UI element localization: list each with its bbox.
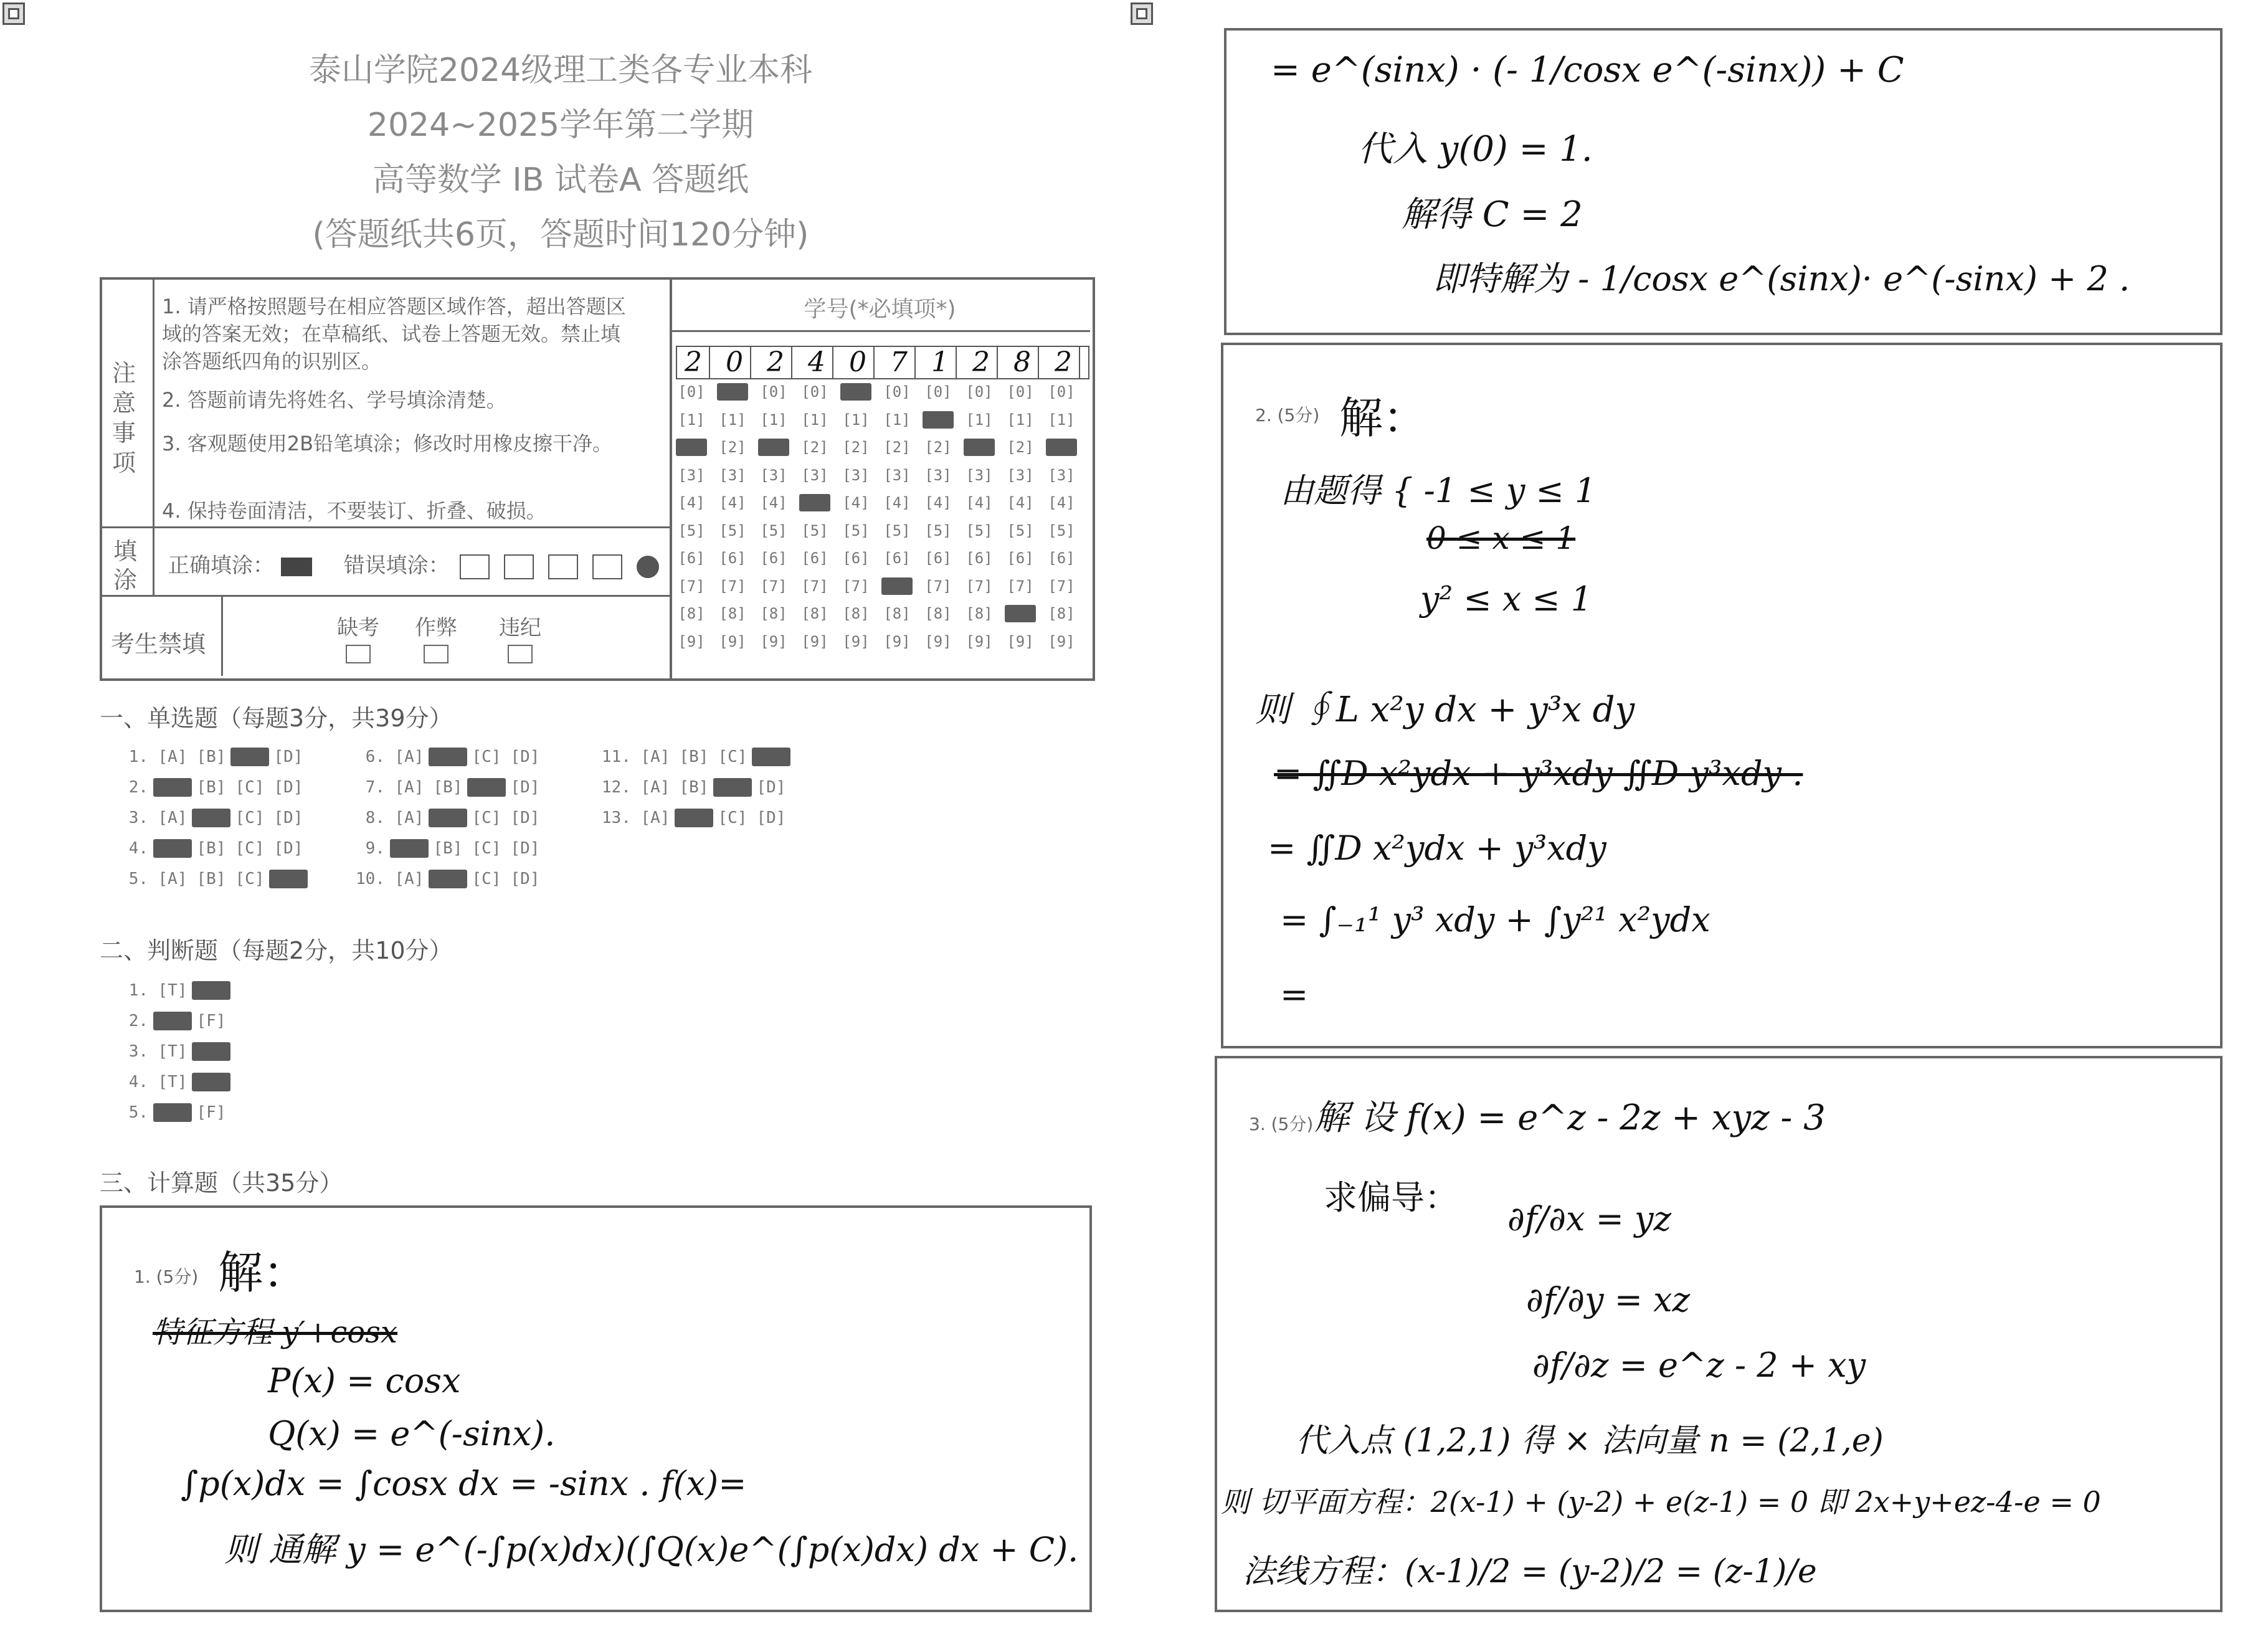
student-id-bubble[interactable]: [9]: [1007, 632, 1034, 650]
student-id-bubble[interactable]: [5]: [966, 521, 993, 539]
student-id-bubble[interactable]: [7]: [881, 577, 913, 595]
mcq-option-bubble[interactable]: [C]: [235, 870, 265, 888]
forbidden-option-cheat-label: 作弊: [415, 615, 457, 640]
mcq-question-number: 9.: [365, 839, 385, 858]
tf-question-row: [112, 1073, 230, 1091]
student-id-bubble[interactable]: [7]: [1048, 577, 1075, 595]
student-id-bubble[interactable]: [9]: [966, 632, 993, 650]
q1-line-integral: ∫p(x)dx = ∫cosx dx = -sinx . f(x)=: [181, 1464, 747, 1503]
mcq-question-row: [349, 870, 544, 888]
student-id-bubble[interactable]: [5]: [760, 521, 787, 539]
forbidden-option-violation: [492, 610, 548, 669]
mcq-option-bubble[interactable]: [B]: [196, 870, 226, 888]
mcq-option-bubble[interactable]: [B]: [196, 748, 226, 766]
student-id-bubble[interactable]: [6]: [760, 549, 787, 567]
student-id-bubble[interactable]: [2]: [1046, 439, 1077, 456]
mcq-option-bubble[interactable]: [C]: [718, 809, 747, 827]
q1-line-solution: 解：: [218, 1247, 308, 1299]
tf-option-bubble[interactable]: [T]: [158, 1042, 187, 1061]
student-id-bubble[interactable]: [4]: [883, 494, 911, 511]
student-id-bubble[interactable]: [6]: [842, 549, 870, 567]
student-id-bubble[interactable]: [5]: [719, 521, 746, 539]
student-id-bubble[interactable]: [6]: [883, 549, 911, 567]
mcq-option-bubble[interactable]: [D]: [269, 870, 308, 888]
mcq-question-number: 12.: [602, 778, 631, 797]
student-id-digit: 8: [1007, 347, 1039, 378]
cheat-checkbox[interactable]: [424, 645, 448, 663]
student-id-bubble[interactable]: [2]: [801, 439, 828, 456]
mcq-option-bubble[interactable]: [C]: [472, 748, 501, 766]
student-id-bubble[interactable]: [3]: [883, 466, 911, 484]
header-term: 2024~2025学年第二学期: [367, 107, 754, 144]
mcq-question-number: 11.: [602, 748, 631, 766]
tf-option-bubble[interactable]: [F]: [192, 1073, 230, 1091]
student-id-digit: 1: [924, 347, 957, 378]
mcq-question-number: 3.: [128, 809, 148, 827]
student-id-bubble[interactable]: [1]: [1007, 411, 1034, 429]
mcq-question-row: [112, 778, 308, 797]
absent-checkbox[interactable]: [346, 645, 371, 663]
mcq-option-bubble[interactable]: [B]: [433, 839, 463, 858]
mcq-option-bubble[interactable]: [C]: [718, 748, 747, 766]
student-id-bubble[interactable]: [6]: [801, 549, 828, 567]
mcq-option-bubble[interactable]: [D]: [752, 748, 790, 766]
student-id-bubble[interactable]: [8]: [924, 605, 952, 622]
q1-cont-line-2: 代入 y(0) = 1.: [1358, 129, 1593, 169]
tf-option-bubble[interactable]: [F]: [192, 1042, 230, 1061]
q1-line-struck: 特征方程 y′+cosx: [153, 1315, 397, 1350]
student-id-bubble[interactable]: [6]: [719, 549, 746, 567]
student-id-bubble[interactable]: [2]: [758, 439, 789, 456]
mcq-question-row: [595, 778, 790, 797]
student-id-digit: 2: [966, 347, 998, 378]
header-subtitle: (答题纸共6页，答题时间120分钟): [312, 216, 809, 254]
mcq-question-number: 1.: [128, 748, 148, 766]
student-id-bubble[interactable]: [2]: [842, 439, 870, 456]
q1-line-general: 则 通解 y = e^(-∫p(x)dx)(∫Q(x)e^(∫p(x)dx) dx + C).: [224, 1530, 1079, 1569]
mcq-option-bubble[interactable]: [C]: [235, 778, 265, 797]
corner-marker-top-left: [2, 2, 25, 25]
header-school: 泰山学院2024级理工类各专业本科: [308, 52, 813, 89]
forbidden-option-absent-label: 缺考: [337, 615, 379, 640]
q3-line-fz: ∂f/∂z = e^z - 2 + xy: [1532, 1346, 1866, 1385]
tf-option-bubble[interactable]: [F]: [192, 981, 230, 1000]
q2-line-equals: =: [1280, 975, 1309, 1014]
student-id-bubble[interactable]: [2]: [676, 439, 707, 456]
student-id-bubble[interactable]: [9]: [1048, 632, 1075, 650]
mcq-option-bubble[interactable]: [B]: [675, 809, 713, 827]
forbidden-option-violation-label: 违纪: [499, 615, 541, 640]
tf-option-bubble[interactable]: [T]: [153, 1103, 192, 1122]
forbidden-option-absent: [330, 610, 386, 669]
mcq-option-bubble[interactable]: [A]: [640, 809, 670, 827]
student-id-bubble[interactable]: [0]: [760, 383, 787, 401]
student-id-bubble[interactable]: [4]: [719, 494, 746, 511]
mcq-option-bubble[interactable]: [B]: [429, 870, 467, 888]
mcq-question-row: [349, 809, 544, 827]
student-id-bubble[interactable]: [8]: [801, 605, 828, 622]
mcq-question-number: 4.: [128, 839, 148, 858]
q1-cont-line-3: 解得 C = 2: [1402, 194, 1583, 235]
note-item-2: 2. 答题前请先将姓名、学号填涂清楚。: [162, 388, 506, 412]
mcq-option-bubble[interactable]: [B]: [196, 778, 226, 797]
mcq-option-bubble[interactable]: [D]: [510, 839, 540, 858]
q2-line-line-integral: 则 ∮L x²y dx + y³x dy: [1255, 690, 1635, 730]
mcq-option-bubble[interactable]: [D]: [273, 778, 303, 797]
mcq-option-bubble[interactable]: [D]: [510, 778, 540, 797]
student-id-bubble[interactable]: [9]: [719, 632, 746, 650]
student-id-bubble[interactable]: [9]: [883, 632, 911, 650]
violation-checkbox[interactable]: [508, 645, 533, 663]
correct-fill-label: 正确填涂：: [168, 553, 274, 578]
q3-line-fx: ∂f/∂x = yz: [1507, 1199, 1672, 1238]
q2-line-green: = ∬D x²ydx + y³xdy: [1268, 829, 1606, 868]
student-id-bubble[interactable]: [9]: [924, 632, 952, 650]
student-id-bubble[interactable]: [6]: [966, 549, 993, 567]
tf-question-row: [112, 1103, 230, 1122]
student-id-bubble[interactable]: [7]: [719, 577, 746, 595]
corner-marker-top-middle: [1131, 2, 1153, 25]
header-title: 高等数学 IB 试卷A 答题纸: [372, 161, 749, 199]
q2-line-iterated: = ∫₋₁¹ y³ xdy + ∫y²¹ x²ydx: [1280, 900, 1710, 939]
student-id-bubble[interactable]: [1]: [966, 411, 993, 429]
mcq-option-bubble[interactable]: [A]: [390, 839, 429, 858]
student-id-bubble[interactable]: [6]: [924, 549, 952, 567]
q2-line-struck: = ∬D x²ydx + y³xdy ∬D y³xdy .: [1274, 754, 1803, 793]
student-id-bubble[interactable]: [0]: [678, 383, 705, 401]
mcq-question-number: 7.: [365, 778, 385, 797]
student-id-bubble[interactable]: [1]: [760, 411, 787, 429]
notes-side-label: 注意事项: [112, 359, 136, 477]
q3-line-normal-line: 法线方程：(x-1)/2 = (y-2)/2 = (z-1)/e: [1243, 1553, 1817, 1590]
q3-line-normal-vector: 代入点 (1,2,1) 得 × 法向量 n = (2,1,e): [1296, 1422, 1884, 1460]
mcq-option-bubble[interactable]: [C]: [472, 870, 501, 888]
student-id-bubble[interactable]: [7]: [966, 577, 993, 595]
student-id-bubble[interactable]: [3]: [1007, 466, 1034, 484]
student-id-bubble[interactable]: [4]: [924, 494, 952, 511]
forbidden-option-cheat: [408, 610, 464, 669]
student-id-bubble[interactable]: [5]: [883, 521, 911, 539]
tf-question-row: [112, 1012, 230, 1030]
student-id-digit: 4: [801, 347, 833, 378]
section-3-title: 三、计算题（共35分）: [100, 1169, 343, 1197]
mcq-option-bubble[interactable]: [A]: [153, 839, 192, 858]
tf-question-number: 3.: [128, 1042, 148, 1061]
student-id-bubble[interactable]: [8]: [719, 605, 746, 622]
info-table-divider-v: [670, 277, 672, 678]
mcq-option-bubble[interactable]: [D]: [510, 809, 540, 827]
mcq-option-bubble[interactable]: [B]: [433, 778, 463, 797]
tf-question-row: [112, 981, 230, 1000]
mcq-question-row: [112, 870, 308, 888]
student-id-bubble[interactable]: [3]: [719, 466, 746, 484]
student-id-bubble[interactable]: [5]: [801, 521, 828, 539]
mcq-option-bubble[interactable]: [B]: [679, 748, 709, 766]
wrong-fill-sample-4: [592, 554, 622, 579]
forbidden-label: 考生禁填: [111, 630, 206, 658]
q2-line-region-1: 由题得 { -1 ≤ y ≤ 1: [1280, 471, 1597, 510]
mcq-question-row: [112, 809, 308, 827]
mcq-option-bubble[interactable]: [D]: [510, 748, 540, 766]
q1-points: 1. (5分): [134, 1266, 199, 1287]
student-id-bubble[interactable]: [2]: [964, 439, 995, 456]
student-id-bubble[interactable]: [0]: [966, 383, 993, 401]
mcq-option-bubble[interactable]: [D]: [756, 809, 786, 827]
student-id-bubble[interactable]: [3]: [801, 466, 828, 484]
student-id-bubble[interactable]: [7]: [801, 577, 828, 595]
student-id-bubble[interactable]: [0]: [1048, 383, 1075, 401]
wrong-fill-label: 错误填涂：: [343, 553, 450, 578]
mcq-question-row: [112, 839, 308, 858]
section-2-title: 二、判断题（每题2分，共10分）: [100, 937, 453, 964]
fill-side-label: 填涂: [113, 538, 138, 594]
student-id-bubble[interactable]: [5]: [842, 521, 870, 539]
mcq-option-bubble[interactable]: [C]: [230, 748, 269, 766]
student-id-bubble[interactable]: [9]: [678, 632, 705, 650]
mcq-question-number: 2.: [128, 778, 148, 797]
student-id-title-rule: [672, 330, 1090, 332]
student-id-bubble[interactable]: [0]: [883, 383, 911, 401]
student-id-bubble[interactable]: [2]: [719, 439, 746, 456]
mcq-question-row: [595, 809, 790, 827]
mcq-question-row: [112, 748, 308, 766]
mcq-option-bubble[interactable]: [A]: [394, 748, 424, 766]
q3-line-fy: ∂f/∂y = xz: [1526, 1280, 1691, 1319]
mcq-question-number: 6.: [365, 748, 385, 766]
mcq-question-row: [595, 748, 790, 766]
student-id-bubble[interactable]: [0]: [924, 383, 952, 401]
student-id-bubble[interactable]: [3]: [842, 466, 870, 484]
mcq-option-bubble[interactable]: [B]: [429, 748, 467, 766]
student-id-bubble[interactable]: [5]: [1048, 521, 1075, 539]
student-id-bubble[interactable]: [3]: [924, 466, 952, 484]
q3-points: 3. (5分): [1249, 1114, 1314, 1134]
mcq-option-bubble[interactable]: [C]: [472, 809, 501, 827]
student-id-bubble[interactable]: [4]: [1007, 494, 1034, 511]
student-id-bubble[interactable]: [1]: [801, 411, 828, 429]
tf-question-number: 5.: [128, 1103, 148, 1122]
q1-cont-line-1: = e^(sinx) · (- 1/cosx e^(-sinx)) + C: [1271, 50, 1904, 90]
student-id-bubble[interactable]: [7]: [924, 577, 952, 595]
mcq-option-bubble[interactable]: [C]: [235, 809, 265, 827]
student-id-bubble[interactable]: [8]: [760, 605, 787, 622]
q1-line-p: P(x) = cosx: [268, 1361, 461, 1400]
mcq-option-bubble[interactable]: [A]: [158, 870, 187, 888]
student-id-bubble[interactable]: [8]: [1005, 605, 1036, 622]
student-id-digit: 0: [719, 347, 751, 378]
wrong-fill-sample-3: [548, 554, 578, 579]
student-id-bubble[interactable]: [1]: [842, 411, 870, 429]
student-id-bubble[interactable]: [7]: [678, 577, 705, 595]
mcq-question-number: 5.: [128, 870, 148, 888]
student-id-bubble[interactable]: [6]: [1007, 549, 1034, 567]
wrong-fill-sample-1: [460, 554, 490, 579]
mcq-question-number: 13.: [602, 809, 631, 827]
student-id-digit: 2: [760, 347, 792, 378]
student-id-bubble[interactable]: [7]: [760, 577, 787, 595]
student-id-bubble[interactable]: [2]: [1007, 439, 1034, 456]
student-id-bubble[interactable]: [1]: [923, 411, 954, 429]
correct-fill-sample: [281, 558, 312, 576]
q1-line-q: Q(x) = e^(-sinx).: [268, 1414, 556, 1453]
mcq-option-bubble[interactable]: [C]: [235, 839, 265, 858]
student-id-bubble[interactable]: [2]: [883, 439, 911, 456]
mcq-question-row: [349, 839, 544, 858]
student-id-bubble[interactable]: [4]: [1048, 494, 1075, 511]
student-id-bubble[interactable]: [8]: [966, 605, 993, 622]
student-id-bubble[interactable]: [9]: [801, 632, 828, 650]
mcq-option-bubble[interactable]: [D]: [273, 748, 303, 766]
student-id-digit: 0: [842, 347, 875, 378]
student-id-bubble[interactable]: [1]: [1048, 411, 1075, 429]
student-id-bubble[interactable]: [7]: [842, 577, 870, 595]
q2-line-solution: 解：: [1339, 392, 1426, 444]
student-id-bubble[interactable]: [6]: [1048, 549, 1075, 567]
mcq-option-bubble[interactable]: [A]: [394, 870, 424, 888]
mcq-option-bubble[interactable]: [D]: [273, 809, 303, 827]
tf-option-bubble[interactable]: [F]: [196, 1103, 226, 1122]
student-id-bubble[interactable]: [7]: [1007, 577, 1034, 595]
tf-question-number: 1.: [128, 981, 148, 1000]
q2-points: 2. (5分): [1255, 405, 1320, 425]
mcq-question-number: 8.: [365, 809, 385, 827]
mcq-option-bubble[interactable]: [A]: [640, 748, 670, 766]
mcq-option-bubble[interactable]: [B]: [679, 778, 709, 797]
student-id-bubble[interactable]: [8]: [883, 605, 911, 622]
student-id-digit: 7: [883, 347, 916, 378]
student-id-bubble[interactable]: [3]: [1048, 466, 1075, 484]
mcq-question-number: 10.: [356, 870, 385, 888]
mcq-option-bubble[interactable]: [A]: [640, 778, 670, 797]
student-id-bubble[interactable]: [1]: [719, 411, 746, 429]
student-id-bubble[interactable]: [0]: [801, 383, 828, 401]
student-id-bubble[interactable]: [1]: [883, 411, 911, 429]
section-1-title: 一、单选题（每题3分，共39分）: [100, 705, 453, 732]
student-id-bubble[interactable]: [3]: [760, 466, 787, 484]
mcq-option-bubble[interactable]: [A]: [158, 809, 187, 827]
student-id-bubble[interactable]: [3]: [966, 466, 993, 484]
note-item-3: 3. 客观题使用2B铅笔填涂；修改时用橡皮擦干净。: [162, 432, 613, 455]
tf-option-bubble[interactable]: [T]: [153, 1012, 192, 1030]
mcq-option-bubble[interactable]: [A]: [153, 778, 192, 797]
student-id-bubble[interactable]: [5]: [1007, 521, 1034, 539]
fill-row-divider: [100, 595, 670, 597]
wrong-fill-sample-2: [504, 554, 534, 579]
forbidden-side-divider: [221, 595, 223, 676]
tf-question-number: 4.: [128, 1073, 148, 1091]
tf-option-bubble[interactable]: [T]: [158, 981, 187, 1000]
mcq-option-bubble[interactable]: [A]: [394, 809, 424, 827]
student-id-bubble[interactable]: [1]: [678, 411, 705, 429]
tf-question-row: [112, 1042, 230, 1061]
student-id-bubble[interactable]: [8]: [1048, 605, 1075, 622]
fill-side-divider: [153, 526, 154, 595]
mcq-option-bubble[interactable]: [B]: [196, 839, 226, 858]
q2-line-region-2: 0 ≤ x ≤ 1: [1426, 520, 1576, 556]
fill-example-row: [168, 548, 663, 579]
student-id-title: 学号(*必填项*): [804, 297, 956, 322]
student-id-bubble[interactable]: [2]: [924, 439, 952, 456]
note-item-4: 4. 保持卷面清洁，不要装订、折叠、破损。: [162, 499, 546, 523]
q3-line-tangent-plane: 则 切平面方程：2(x-1) + (y-2) + e(z-1) = 0 即 2x+y+ez-4-e = 0: [1221, 1485, 2101, 1519]
mcq-option-bubble[interactable]: [A]: [158, 748, 187, 766]
student-id-digit: 2: [678, 347, 710, 378]
student-id-bubble[interactable]: [0]: [840, 383, 871, 401]
notes-side-divider: [153, 277, 154, 526]
student-id-bubble[interactable]: [4]: [678, 494, 705, 511]
notes-row-divider: [100, 526, 670, 528]
q1-cont-line-4: 即特解为 - 1/cosx e^(sinx)· e^(-sinx) + 2 .: [1433, 259, 2130, 298]
tf-option-bubble[interactable]: [F]: [196, 1012, 226, 1030]
student-id-bubble[interactable]: [8]: [678, 605, 705, 622]
student-id-bubble[interactable]: [6]: [678, 549, 705, 567]
mcq-option-bubble[interactable]: [B]: [192, 809, 230, 827]
tf-option-bubble[interactable]: [T]: [158, 1073, 187, 1091]
mcq-option-bubble[interactable]: [C]: [472, 839, 501, 858]
student-id-bubble[interactable]: [8]: [842, 605, 870, 622]
mcq-option-bubble[interactable]: [A]: [394, 778, 424, 797]
note-item-1: 1. 请严格按照题号在相应答题区域作答，超出答题区域的答案无效；在草稿纸、试卷上答题无效。禁止填涂答题纸四角的识别区。: [162, 295, 626, 373]
student-id-digit: 2: [1048, 347, 1080, 378]
student-id-bubble[interactable]: [0]: [1007, 383, 1034, 401]
q2-line-region-3: y² ≤ x ≤ 1: [1420, 579, 1593, 619]
mcq-option-bubble[interactable]: [C]: [467, 778, 506, 797]
student-id-bubble[interactable]: [0]: [717, 383, 748, 401]
q3-line-partials: 求偏导：: [1324, 1178, 1458, 1217]
student-id-bubble[interactable]: [4]: [760, 494, 787, 511]
student-id-bubble[interactable]: [4]: [966, 494, 993, 511]
student-id-bubble[interactable]: [9]: [760, 632, 787, 650]
student-id-bubble[interactable]: [3]: [678, 466, 705, 484]
mcq-option-bubble[interactable]: [D]: [510, 870, 540, 888]
q3-line-setup: 解 设 f(x) = e^z - 2z + xyz - 3: [1314, 1098, 1826, 1138]
mcq-question-row: [349, 778, 544, 797]
mcq-option-bubble[interactable]: [C]: [713, 778, 752, 797]
mcq-option-bubble[interactable]: [D]: [756, 778, 786, 797]
wrong-fill-sample-5: [637, 556, 659, 578]
tf-question-number: 2.: [128, 1012, 148, 1030]
student-id-bubble[interactable]: [5]: [924, 521, 952, 539]
student-id-bubble[interactable]: [4]: [799, 494, 830, 511]
student-id-bubble[interactable]: [9]: [842, 632, 870, 650]
mcq-option-bubble[interactable]: [B]: [429, 809, 467, 827]
mcq-option-bubble[interactable]: [D]: [273, 839, 303, 858]
student-id-bubble[interactable]: [5]: [678, 521, 705, 539]
mcq-question-row: [349, 748, 544, 766]
student-id-bubble[interactable]: [4]: [842, 494, 870, 511]
